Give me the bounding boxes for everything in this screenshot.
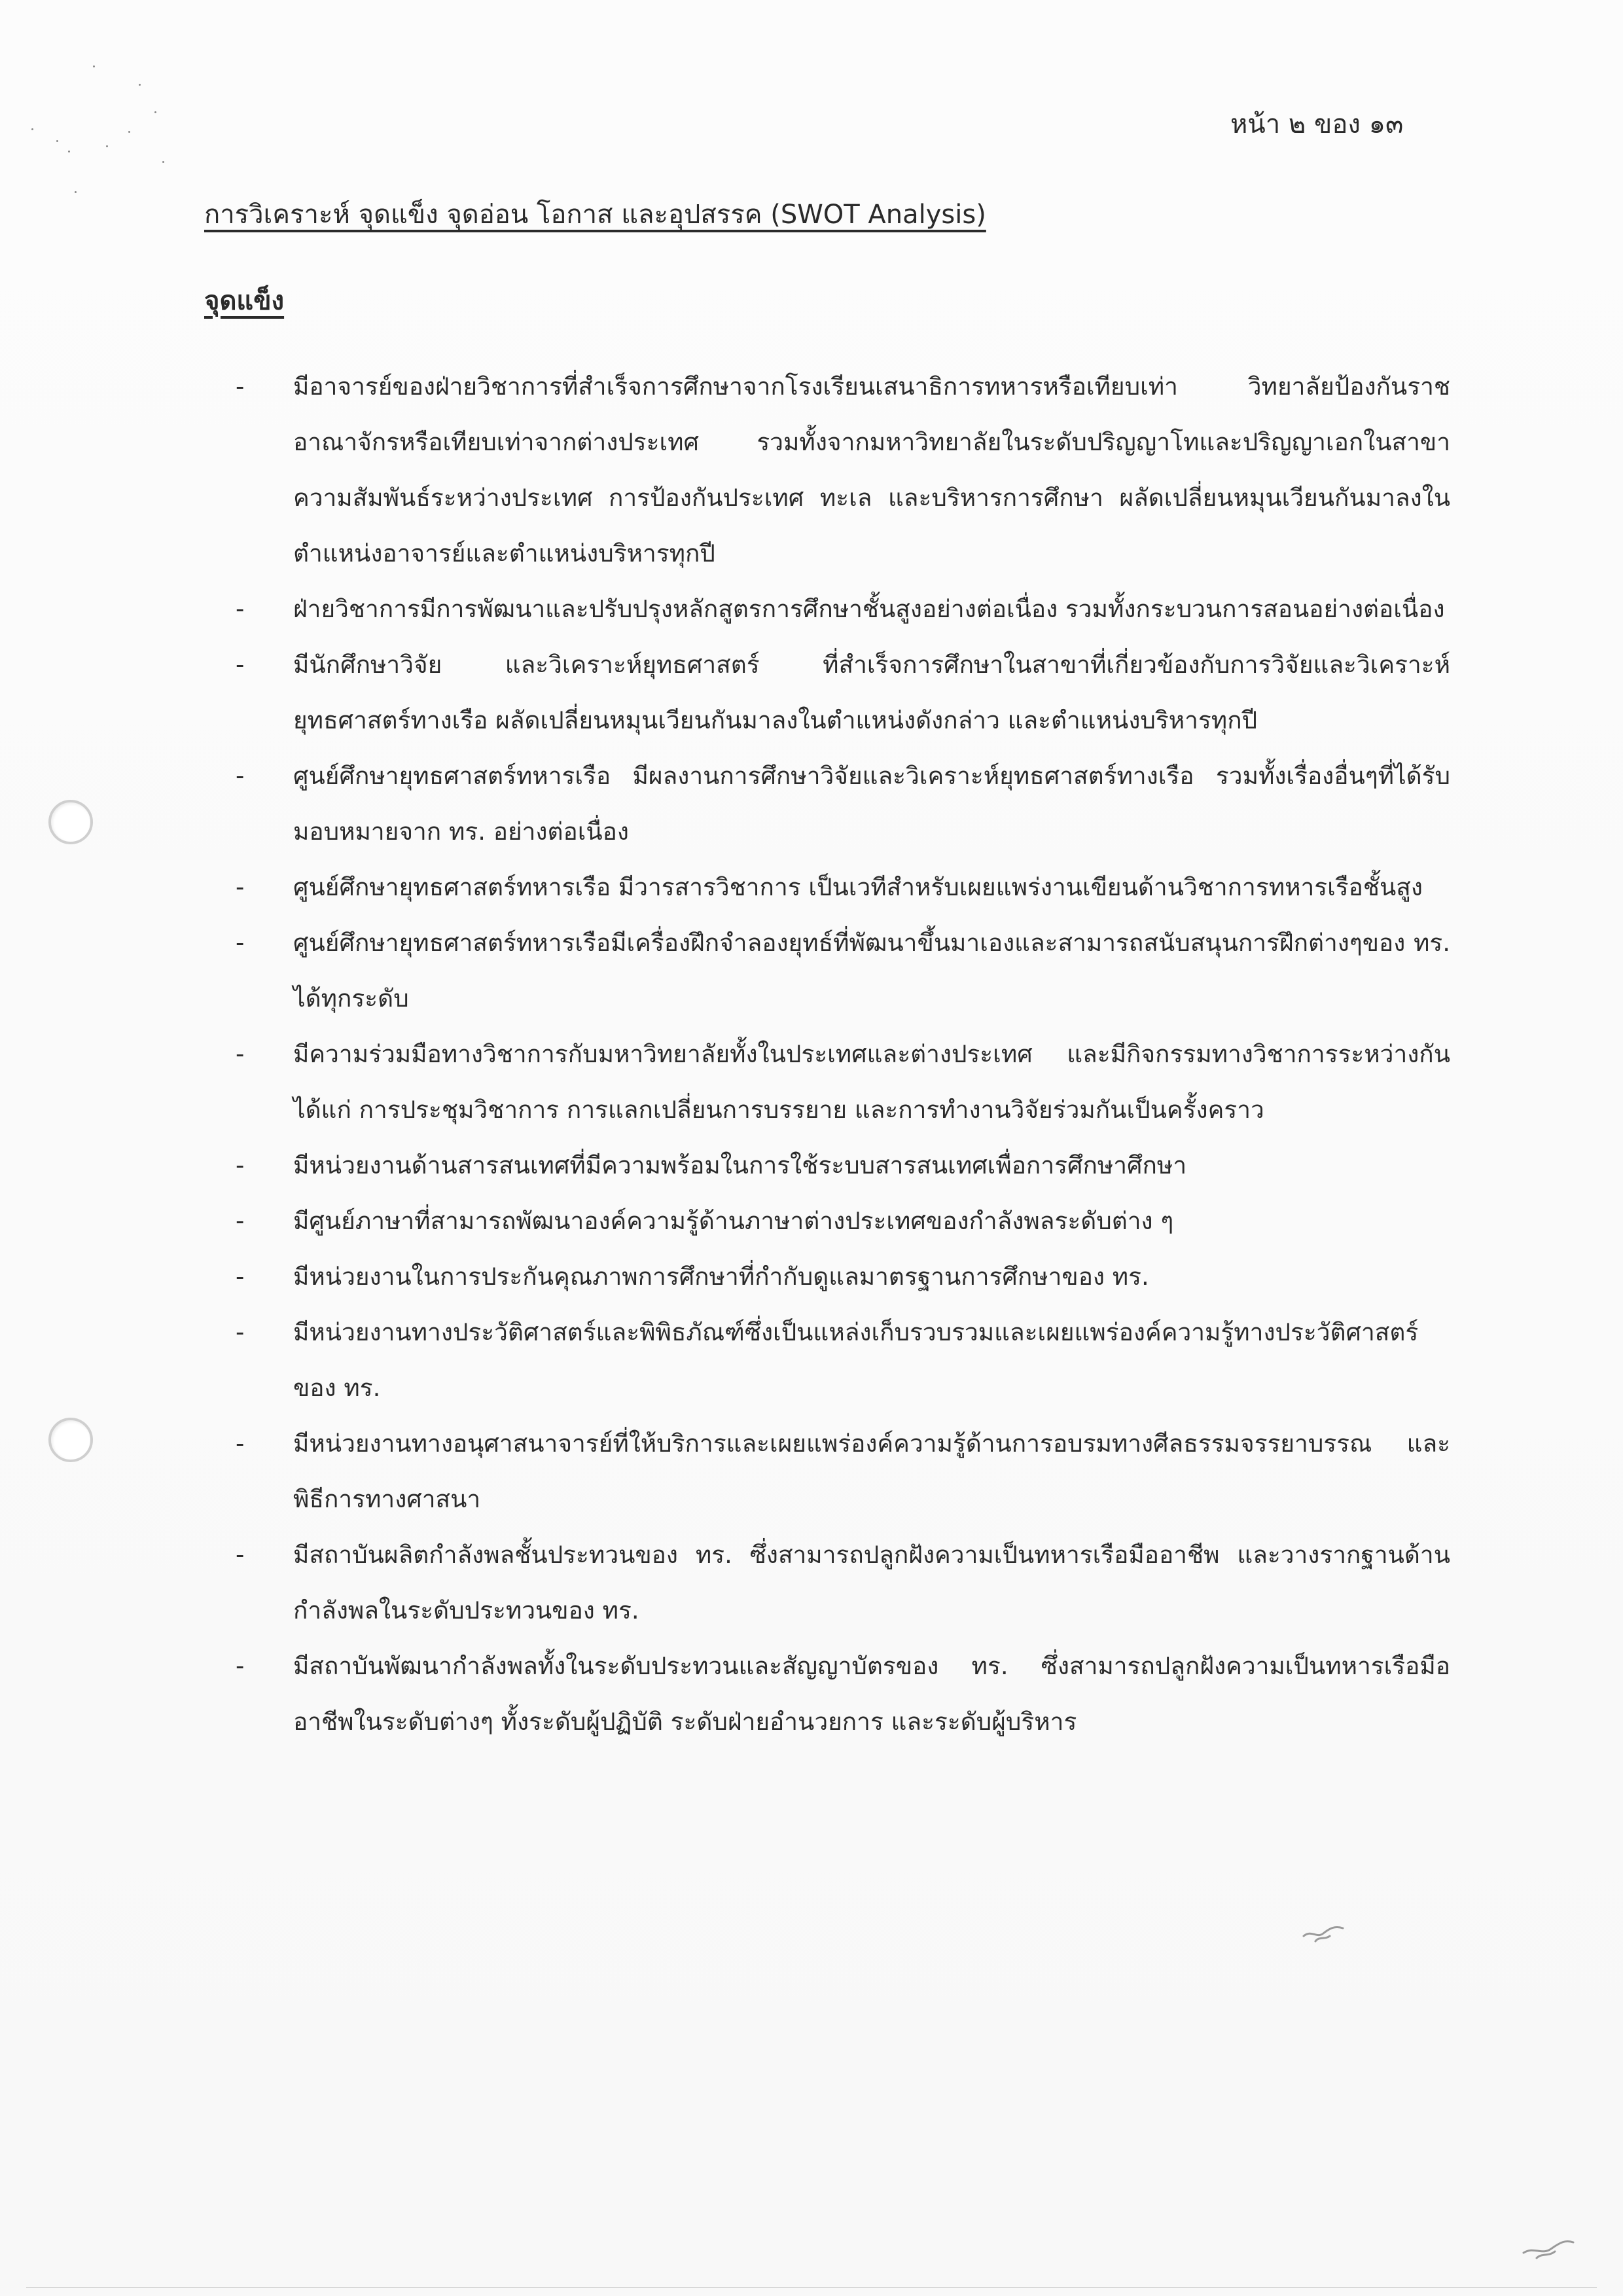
strength-text: ศูนย์ศึกษายุทธศาสตร์ทหารเรือ มีผลงานการศึกษาวิจัยและวิเคราะห์ยุทธศาสตร์ทางเรือ รวมทั้งเรื่องอื่นๆที่ได้รับมอบหมายจาก ทร. อย่างต่อเนื่อง [293,762,1450,846]
ink-speck [75,191,77,193]
strength-text: มีสถาบันผลิตกำลังพลชั้นประทวนของ ทร. ซึ่งสามารถปลูกฝังความเป็นทหารเรือมืออาชีพ และวางรากฐานด้านกำลังพลในระดับประทวนของ ทร. [293,1541,1450,1624]
ink-speck [162,161,164,163]
strength-item [236,859,1450,915]
strength-text: มีหน่วยงานทางอนุศาสนาจารย์ที่ให้บริการและเผยแพร่องค์ความรู้ด้านการอบรมทางศีลธรรมจรรยาบรรณ และพิธีการทางศาสนา [293,1429,1450,1513]
strength-item [236,1193,1450,1249]
strength-item [236,1527,1450,1638]
strength-text: ศูนย์ศึกษายุทธศาสตร์ทหารเรือมีเครื่องฝึกจำลองยุทธ์ที่พัฒนาขึ้นมาเองและสามารถสนับสนุนการฝึกต่างๆของ ทร. ได้ทุกระดับ [293,929,1450,1013]
bullet-dash: - [236,595,245,623]
page-bottom-edge [26,2287,1597,2288]
ink-speck [93,65,95,67]
bullet-dash: - [236,1429,245,1458]
strength-item [236,748,1450,859]
strength-text: มีศูนย์ภาษาที่สามารถพัฒนาองค์ความรู้ด้านภาษาต่างประเทศของกำลังพลระดับต่าง ๆ [293,1207,1174,1235]
ink-speck [154,111,156,113]
strength-item [236,1138,1450,1193]
strength-text: มีหน่วยงานด้านสารสนเทศที่มีความพร้อมในการใช้ระบบสารสนเทศเพื่อการศึกษาศึกษา [293,1151,1187,1179]
strength-item [236,1638,1450,1749]
strength-text: มีความร่วมมือทางวิชาการกับมหาวิทยาลัยทั้งในประเทศและต่างประเทศ และมีกิจกรรมทางวิชาการระหว่างกัน ได้แก่ การประชุมวิชาการ การแลกเปลี่ยนการบรรยาย และการทำงานวิจัยร่วมกันเป็นครั้งคราว [293,1040,1450,1124]
bullet-dash: - [236,651,245,679]
strength-item [236,1416,1450,1527]
strengths-list [236,359,1450,1749]
bullet-dash: - [236,1652,245,1680]
strength-item [236,1249,1450,1304]
strength-text: มีหน่วยงานในการประกันคุณภาพการศึกษาที่กำกับดูแลมาตรฐานการศึกษาของ ทร. [293,1263,1149,1291]
strength-item [236,915,1450,1026]
bullet-dash: - [236,929,245,957]
punch-hole [48,800,93,844]
strength-text: มีสถาบันพัฒนากำลังพลทั้งในระดับประทวนและสัญญาบัตรของ ทร. ซึ่งสามารถปลูกฝังความเป็นทหารเรือมืออาชีพในระดับต่างๆ ทั้งระดับผู้ปฏิบัติ ระดับฝ่ายอำนวยการ และระดับผู้บริหาร [293,1652,1450,1736]
bullet-dash: - [236,1318,245,1346]
strength-text: ศูนย์ศึกษายุทธศาสตร์ทหารเรือ มีวารสารวิชาการ เป็นเวทีสำหรับเผยแพร่งานเขียนด้านวิชาการทหารเรือชั้นสูง [293,873,1423,901]
strength-item [236,1026,1450,1138]
ink-speck [56,140,58,142]
bullet-dash: - [236,1541,245,1569]
strength-text: ฝ่ายวิชาการมีการพัฒนาและปรับปรุงหลักสูตรการศึกษาชั้นสูงอย่างต่อเนื่อง รวมทั้งกระบวนการสอนอย่างต่อเนื่อง [293,595,1445,623]
strength-item [236,1304,1450,1416]
punch-hole [48,1418,93,1462]
ink-speck [68,151,70,152]
bullet-dash: - [236,762,245,790]
bullet-dash: - [236,1040,245,1068]
strength-item [236,637,1450,748]
document-title: การวิเคราะห์ จุดแข็ง จุดอ่อน โอกาส และอุปสรรค (SWOT Analysis) [204,200,986,230]
strength-text: มีอาจารย์ของฝ่ายวิชาการที่สำเร็จการศึกษาจากโรงเรียนเสนาธิการทหารหรือเทียบเท่า วิทยาลัยป้องกันราชอาณาจักรหรือเทียบเท่าจากต่างประเทศ รวมทั้งจากมหาวิทยาลัยในระดับปริญญาโทและปริญญาเอกในสาขาความสัมพันธ์ระหว่างประเทศ การป้องกันประเทศ ทะเล และบริหารการศึกษา ผลัดเปลี่ยนหมุนเวียนกันมาลงในตำแหน่งอาจารย์และตำแหน่งบริหารทุกปี [293,372,1450,567]
strength-text: มีหน่วยงานทางประวัติศาสตร์และพิพิธภัณฑ์ซึ่งเป็นแหล่งเก็บรวบรวมและเผยแพร่องค์ความรู้ทางประวัติศาสตร์ของ ทร. [293,1318,1419,1402]
initial-mark-icon [1520,2232,1576,2261]
bullet-dash: - [236,873,245,901]
ink-speck [31,128,33,130]
ink-speck [106,145,108,147]
page-number: หน้า ๒ ของ ๑๓ [1230,109,1404,139]
section-heading-strengths: จุดแข็ง [204,286,285,316]
bullet-dash: - [236,1207,245,1235]
initial-mark-icon [1301,1916,1347,1945]
strength-item [236,581,1450,637]
bullet-dash: - [236,1151,245,1179]
bullet-dash: - [236,372,245,401]
ink-speck [139,84,141,86]
strength-item [236,359,1450,581]
ink-speck [128,131,130,133]
bullet-dash: - [236,1263,245,1291]
strength-text: มีนักศึกษาวิจัย และวิเคราะห์ยุทธศาสตร์ ที่สำเร็จการศึกษาในสาขาที่เกี่ยวข้องกับการวิจัยและวิเคราะห์ยุทธศาสตร์ทางเรือ ผลัดเปลี่ยนหมุนเวียนกันมาลงในตำแหน่งดังกล่าว และตำแหน่งบริหารทุกปี [293,651,1450,734]
